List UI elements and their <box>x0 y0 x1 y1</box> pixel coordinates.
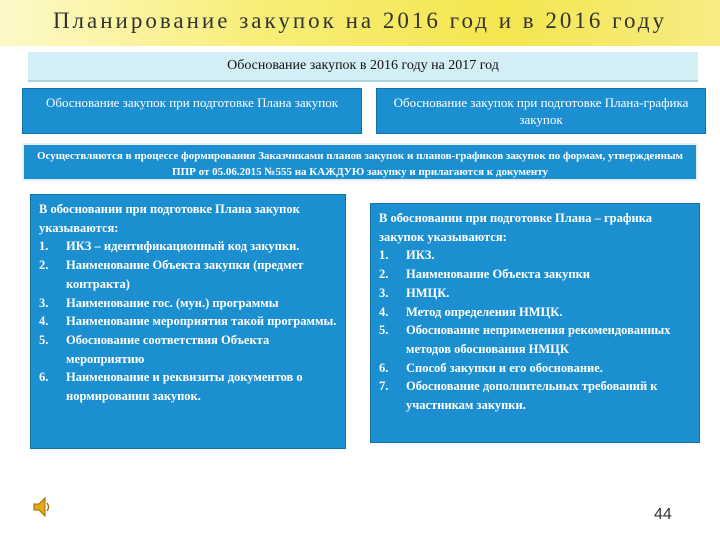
right-heading-box: Обоснование закупок при подготовке Плана-графика закупок <box>376 88 706 134</box>
list-item <box>39 256 337 293</box>
list-item-number: 1. <box>379 248 389 263</box>
list-item <box>39 331 337 368</box>
list-item <box>379 359 691 378</box>
list-item <box>379 377 691 414</box>
right-list <box>379 246 691 414</box>
list-item-text: Наименование мероприятия такой программы. <box>66 314 337 329</box>
list-item <box>379 321 691 358</box>
list-item-text: Наименование гос. (мун.) программы <box>66 295 279 310</box>
list-item-text: Наименование Объекта закупки (предмет контракта) <box>66 258 304 291</box>
list-item-number: 4. <box>39 314 49 329</box>
title-bar <box>0 0 720 46</box>
list-item-number: 4. <box>379 304 389 319</box>
speaker-icon[interactable] <box>33 496 51 518</box>
list-item-number: 7. <box>379 379 389 394</box>
list-item-text: Наименование и реквизиты документов о нормировании закупок. <box>66 370 303 404</box>
list-item-text: Обоснование неприменения рекомендованных методов обоснования НМЦК <box>406 323 671 356</box>
list-item <box>379 265 691 284</box>
right-list-intro: В обосновании при подготовке Плана – графика закупок указываются: <box>379 211 652 244</box>
list-item <box>379 303 691 322</box>
list-item-number: 2. <box>39 258 49 273</box>
list-item <box>379 284 691 303</box>
list-item-number: 3. <box>379 285 389 300</box>
list-item <box>379 246 691 265</box>
list-item-number: 5. <box>379 323 389 338</box>
list-item-number: 6. <box>379 360 389 375</box>
right-list-box <box>370 203 700 443</box>
page-number: 44 <box>654 506 672 523</box>
list-item <box>39 368 337 405</box>
list-item-text: ИКЗ. <box>406 248 435 263</box>
list-item-number: 5. <box>39 332 49 347</box>
left-heading-box: Обоснование закупок при подготовке Плана закупок <box>22 88 362 134</box>
left-list <box>39 237 337 405</box>
list-item-number: 2. <box>379 267 389 282</box>
list-item <box>39 312 337 331</box>
slide-title: Планирование закупок на 2016 год и в 2016 году <box>52 8 668 33</box>
header-box: Обоснование закупок в 2016 году на 2017 год <box>28 52 698 82</box>
list-item-text: Обоснование дополнительных требований к участникам закупки. <box>406 379 658 413</box>
list-item-text: НМЦК. <box>406 285 450 300</box>
list-item-text: Способ закупки и его обоснование. <box>406 360 603 375</box>
list-item <box>39 237 337 256</box>
list-item-text: Наименование Объекта закупки <box>406 267 590 282</box>
info-band: Осуществляются в процессе формирования Заказчиками планов закупок и планов-графиков закупок по формам, утвержденным ППР от 05.06.2015 №555 на КАЖДУЮ закупку и прилагаются к документу <box>22 143 698 181</box>
left-list-intro: В обосновании при подготовке Плана закупок указываются: <box>39 202 300 235</box>
list-item-number: 1. <box>39 239 49 254</box>
list-item-text: Обоснование соответствия Объекта мероприятию <box>66 332 270 366</box>
left-list-box <box>30 194 346 449</box>
list-item-text: Метод определения НМЦК. <box>406 304 563 319</box>
list-item <box>39 294 337 313</box>
list-item-number: 6. <box>39 370 49 385</box>
list-item-text: ИКЗ – идентификационный код закупки. <box>66 239 300 254</box>
list-item-number: 3. <box>39 295 49 310</box>
